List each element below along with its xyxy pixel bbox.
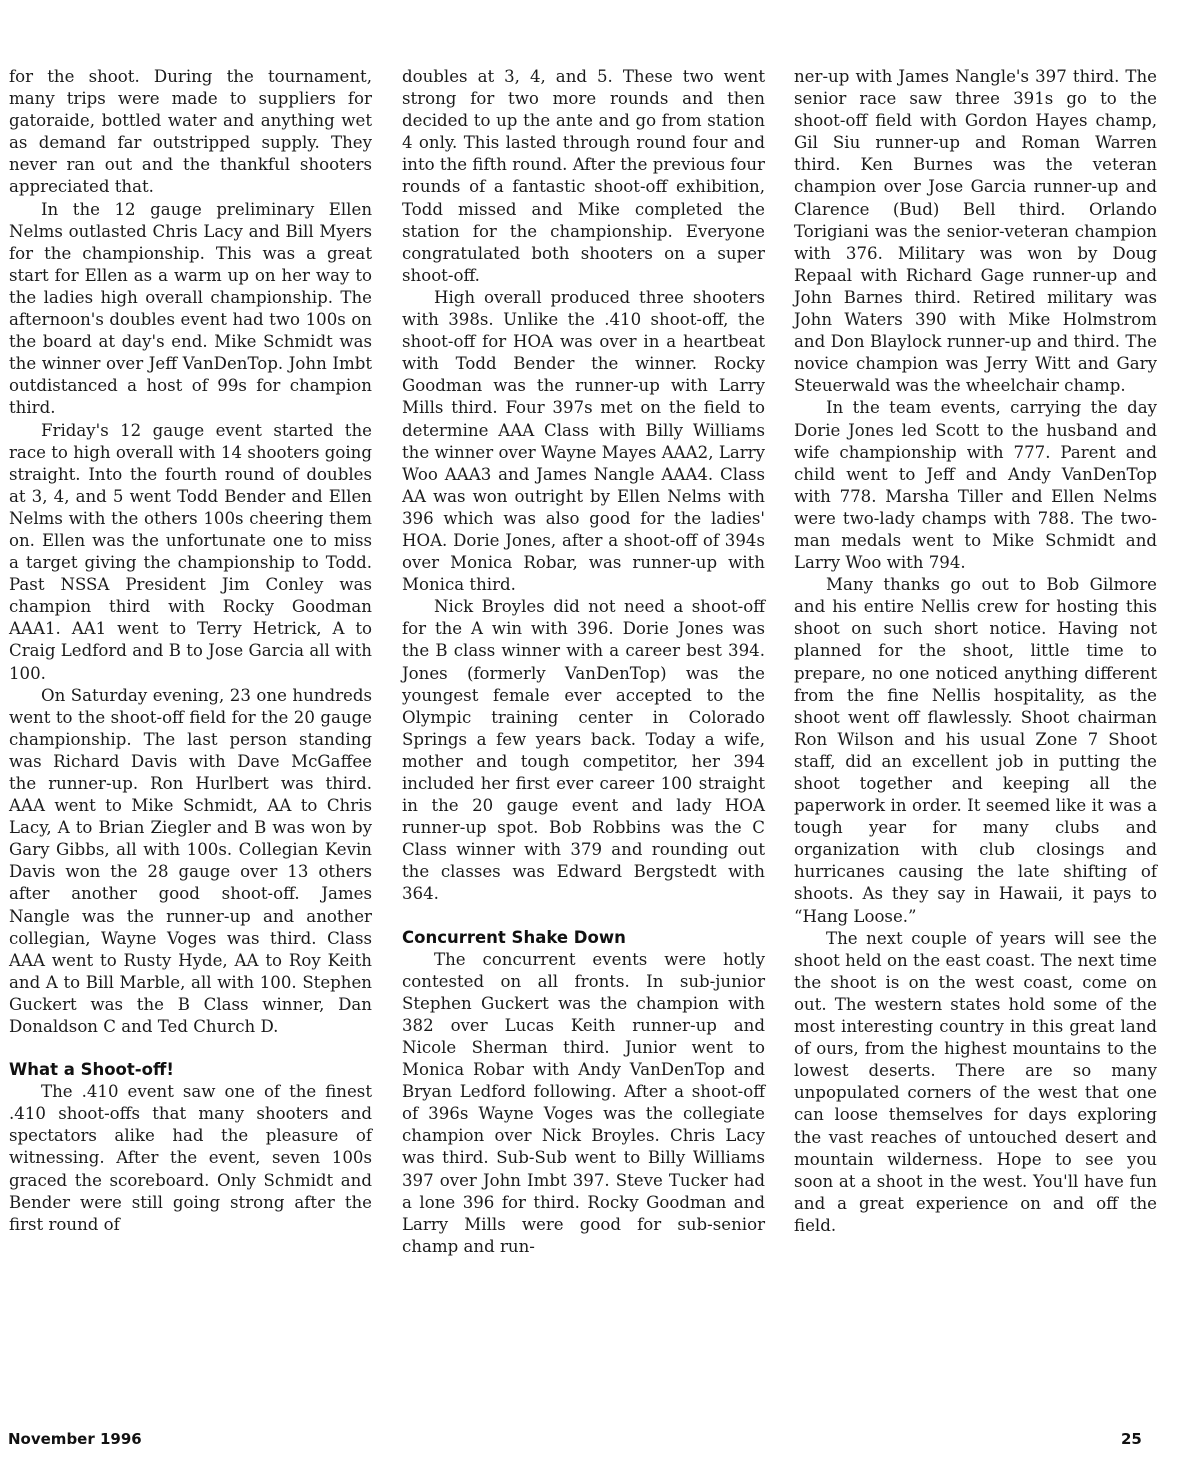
section-heading: Concurrent Shake Down: [402, 927, 626, 947]
paragraph: On Saturday evening, 23 one hundreds went to the shoot-off field for the 20 gauge championship. The last person standing was Richard Davis with Dave McGaffee the runner-up. Ron Hurlbert was third. AAA went to Mike Schmidt, AA to Chris Lacy, A to Brian Ziegler and B was won by Gary Gibbs, all with 100s. Collegian Kevin Davis won the 28 gauge over 13 others after another good shoot-off. James Nangle was the runner-up and another collegian, Wayne Voges was third. Class AAA went to Rusty Hyde, AA to Roy Keith and A to Bill Marble, all with 100. Stephen Guckert was the B Class winner, Dan Donaldson C and Ted Church D.: [9, 685, 372, 1037]
paragraph: In the team events, carrying the day Dorie Jones led Scott to the husband and wife championship with 777. Parent and child went to Jeff and Andy VanDenTop with 778. Marsha Tiller and Ellen Nelms were two-lady champs with 788. The two-man medals went to Mike Schmidt and Larry Woo with 794.: [794, 398, 1157, 573]
paragraph: The next couple of years will see the shoot held on the east coast. The next time the shoot is on the west coast, come on out. The western states hold some of the most interesting country in this great land of ours, from the highest mountains to the lowest deserts. There are so many unpopulated corners of the west that one can loose themselves for days exploring the vast reaches of untouched desert and mountain wilderness. Hope to see you soon at a shoot in the west. You'll have fun and a great experience on and off the field.: [794, 928, 1157, 1235]
footer-date: November 1996: [8, 1430, 142, 1448]
paragraph: Friday's 12 gauge event started the race to high overall with 14 shooters going straight. Into the fourth round of doubles at 3, 4, and 5 went Todd Bender and Ellen Nelms with the others 100s cheering them on. Ellen was the unfortunate one to miss a target giving the championship to Todd. Past NSSA President Jim Conley was champion third with Rocky Goodman AAA1. AA1 went to Terry Hetrick, A to Craig Ledford and B to Jose Garcia all with 100.: [9, 420, 372, 683]
paragraph: In the 12 gauge preliminary Ellen Nelms outlasted Chris Lacy and Bill Myers for the championship. This was a great start for Ellen as a warm up on her way to the ladies high overall championship. The afternoon's doubles event had two 100s on the board at day's end. Mike Schmidt was the winner over Jeff VanDenTop. John Imbt outdistanced a host of 99s for champion third.: [9, 199, 372, 418]
article-column-2: [402, 66, 765, 1258]
paragraph: for the shoot. During the tournament, many trips were made to suppliers for gatoraide, bottled water and anything wet as demand far outstripped supply. They never ran out and the thankful shooters appreciated that.: [9, 67, 372, 197]
paragraph: Many thanks go out to Bob Gilmore and his entire Nellis crew for hosting this shoot on such short notice. Having not planned for the shoot, little time to prepare, no one noticed anything different from the fine Nellis hospitality, as the shoot went off flawlessly. Shoot chairman Ron Wilson and his usual Zone 7 Shoot staff, did an excellent job in putting the shoot together and keeping all the paperwork in order. It seemed like it was a tough year for many clubs and organization with club closings and hurricanes causing the late shifting of shoots. As they say in Hawaii, it pays to “Hang Loose.”: [794, 575, 1157, 926]
article-column-3: [794, 66, 1157, 1237]
page-number: 25: [1121, 1430, 1142, 1448]
paragraph: High overall produced three shooters with 398s. Unlike the .410 shoot-off, the shoot-off for HOA was over in a heartbeat with Todd Bender the winner. Rocky Goodman was the runner-up with Larry Mills third. Four 397s met on the field to determine AAA Class with Billy Williams the winner over Wayne Mayes AAA2, Larry Woo AAA3 and James Nangle AAA4. Class AA was won outright by Ellen Nelms with 396 which was also good for the ladies' HOA. Dorie Jones, after a shoot-off of 394s over Monica Robar, was runner-up with Monica third.: [402, 287, 765, 595]
paragraph: The concurrent events were hotly contested on all fronts. In sub-junior Stephen Guckert was the champion with 382 over Lucas Keith runner-up and Nicole Sherman third. Junior went to Monica Robar with Andy VanDenTop and Bryan Ledford following. After a shoot-off of 396s Wayne Voges was the collegiate champion over Nick Broyles. Chris Lacy was third. Sub-Sub went to Billy Williams 397 over John Imbt 397. Steve Tucker had a lone 396 for third. Rocky Goodman and Larry Mills were good for sub-senior champ and run-: [402, 949, 765, 1256]
paragraph: doubles at 3, 4, and 5. These two went strong for two more rounds and then decided to up the ante and go from station 4 only. This lasted through round four and into the fifth round. After the previous four rounds of a fantastic shoot-off exhibition, Todd missed and Mike completed the station for the championship. Everyone congratulated both shooters on a super shoot-off.: [402, 67, 765, 285]
section-heading: What a Shoot-off!: [9, 1060, 174, 1080]
paragraph: Nick Broyles did not need a shoot-off for the A win with 396. Dorie Jones was the B class winner with a career best 394. Jones (formerly VanDenTop) was the youngest female ever accepted to the Olympic training center in Colorado Springs a few years back. Today a wife, mother and tough competitor, her 394 included her first ever career 100 straight in the 20 gauge event and lady HOA runner-up spot. Bob Robbins was the C Class winner with 379 and rounding out the classes was Edward Bergstedt with 364.: [402, 597, 765, 904]
paragraph: ner-up with James Nangle's 397 third. The senior race saw three 391s go to the shoot-off field with Gordon Hayes champ, Gil Siu runner-up and Roman Warren third. Ken Burnes was the veteran champion over Jose Garcia runner-up and Clarence (Bud) Bell third. Orlando Torigiani was the senior-veteran champion with 376. Military was won by Doug Repaal with Richard Gage runner-up and John Barnes third. Retired military was John Waters 390 with Mike Holmstrom and Don Blaylock runner-up and third. The novice champion was Jerry Witt and Gary Steuerwald was the wheelchair champ.: [794, 67, 1157, 396]
paragraph: The .410 event saw one of the finest .410 shoot-offs that many shooters and spectators alike had the pleasure of witnessing. After the event, seven 100s graced the scoreboard. Only Schmidt and Bender were still going strong after the first round of: [9, 1082, 372, 1234]
article-column-1: [9, 66, 372, 1236]
